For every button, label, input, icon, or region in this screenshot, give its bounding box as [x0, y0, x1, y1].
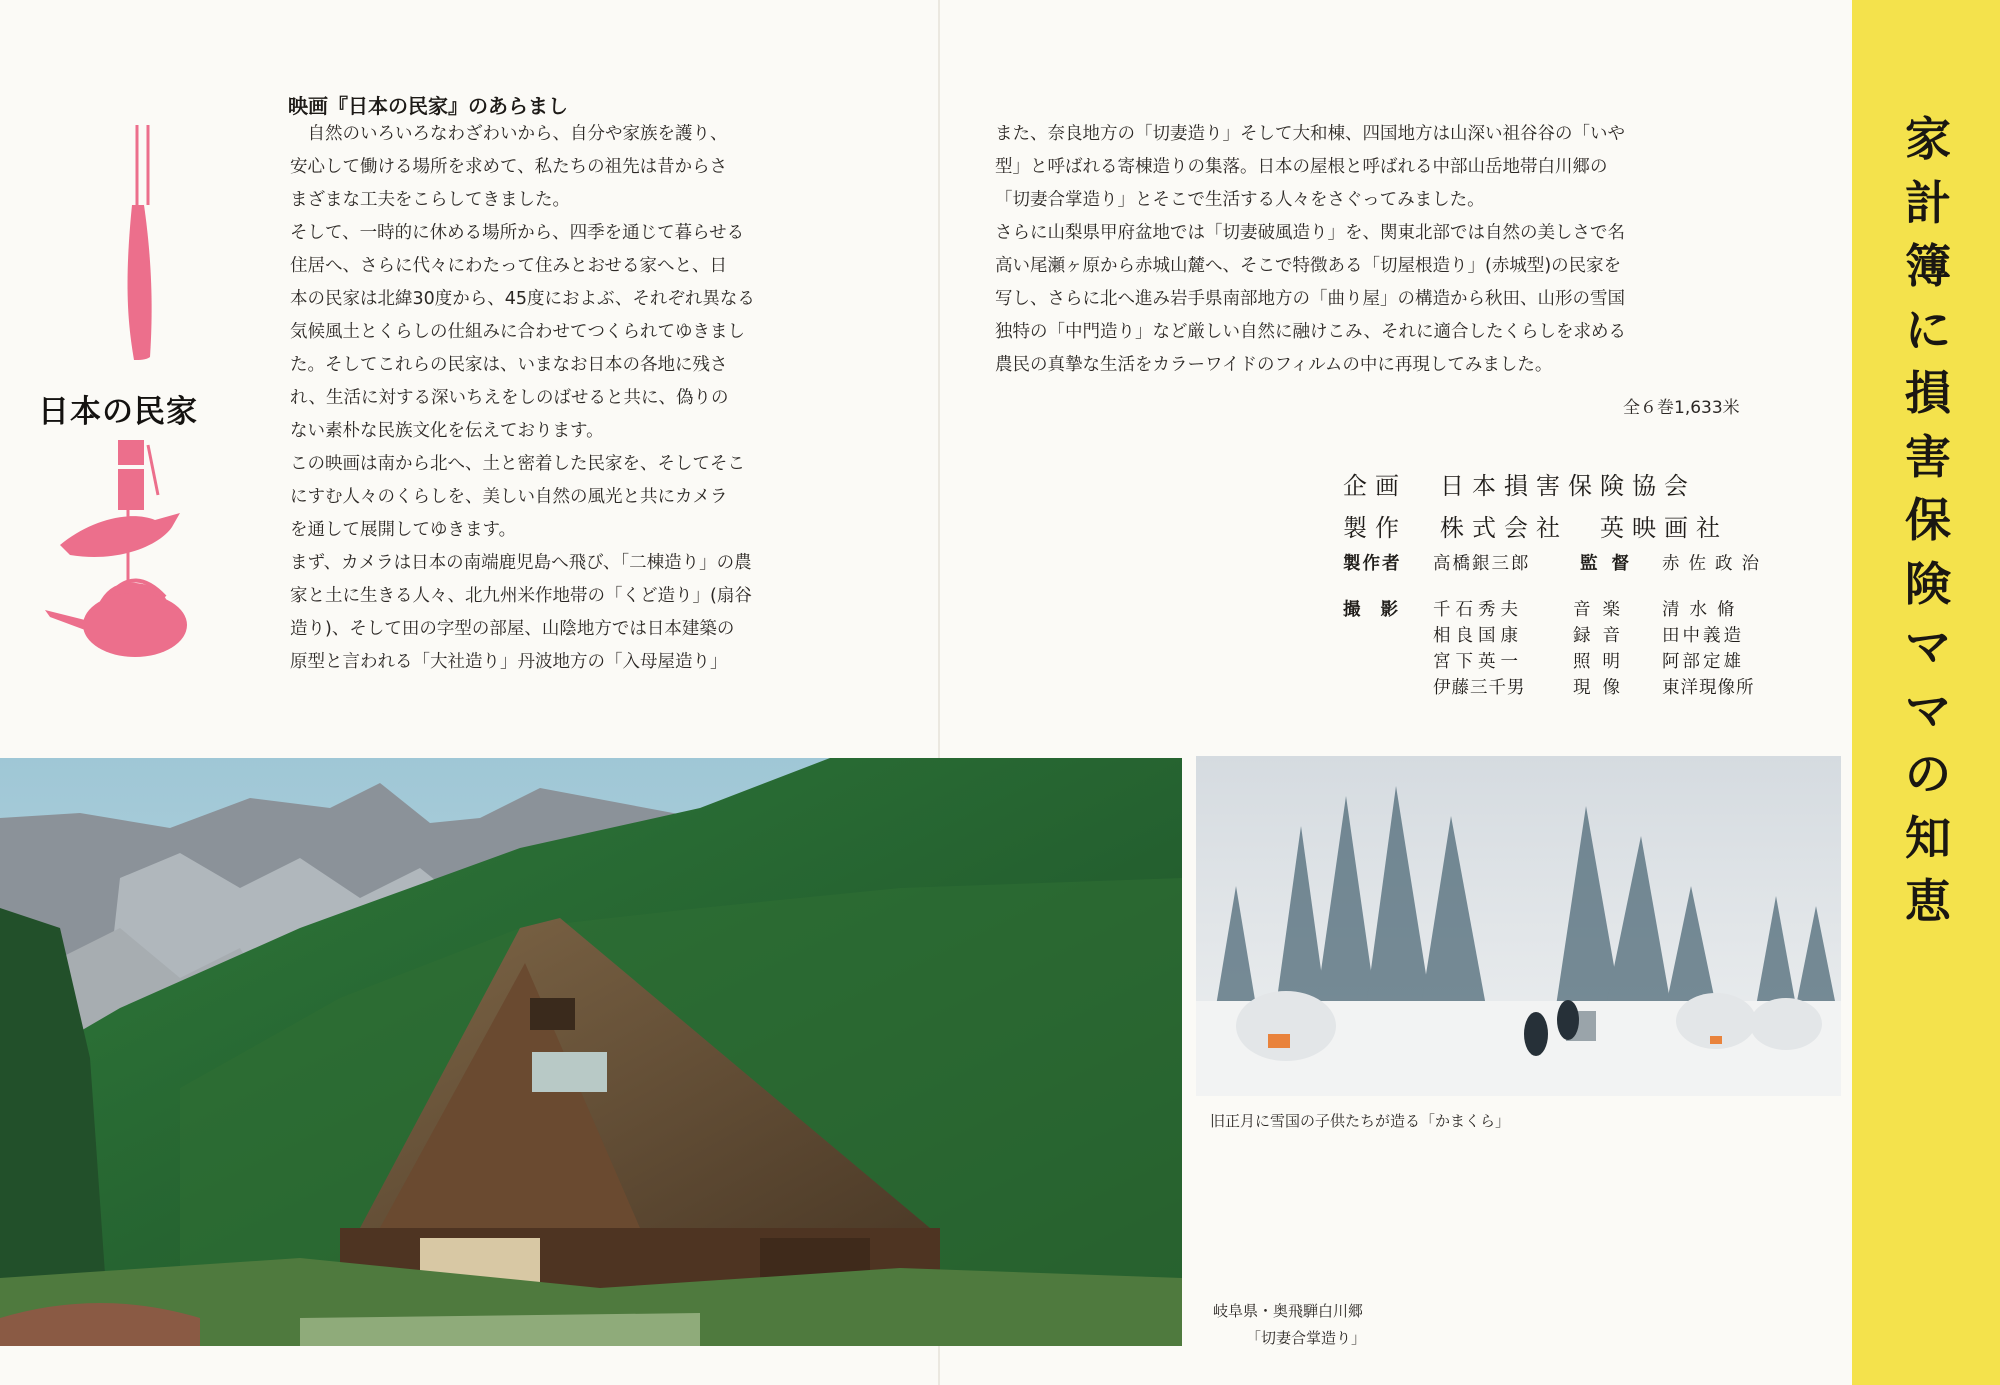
title-char: マ: [1905, 683, 1951, 738]
title-char: 家: [1905, 112, 1951, 166]
text-line: 自然のいろいろなわざわいから、自分や家族を護り、: [290, 124, 728, 144]
text-line: 気候風土とくらしの仕組みに合わせてつくられてゆきまし: [290, 322, 745, 342]
gassho-caption-line2: 「切妻合掌造り」: [1246, 1329, 1367, 1347]
producer-value: 高橋銀三郎: [1433, 554, 1531, 574]
text-line: 農民の真摯な生活をカラーワイドのフィルムの中に再現してみました。: [995, 355, 1553, 375]
credit-role: 照明: [1573, 652, 1632, 672]
kamakura-image: [1196, 756, 1841, 1096]
text-line: 本の民家は北緯30度から、45度におよぶ、それぞれ異なる: [290, 289, 755, 309]
text-line: 住居へ、さらに代々にわたって住みとおせる家へと、日: [290, 256, 727, 276]
planning-value: 日本損害保険協会: [1440, 472, 1696, 500]
text-line: た。そしてこれらの民家は、いまなお日本の各地に残さ: [290, 355, 728, 375]
title-char: の: [1905, 747, 1951, 801]
text-line: 原型と言われる「大社造り」丹波地方の「入母屋造り」: [290, 652, 728, 672]
title-char: 険: [1905, 556, 1951, 611]
text-line: さらに山梨県甲府盆地では「切妻破風造り」を、関東北部では自然の美しさで名: [995, 223, 1625, 243]
text-line: 型」と呼ばれる寄棟造りの集落。日本の屋根と呼ばれる中部山岳地帯白川郷の: [995, 157, 1608, 177]
title-char: 簿: [1905, 239, 1951, 293]
text-line: また、奈良地方の「切妻造り」そして大和棟、四国地方は山深い祖谷谷の「いや: [995, 124, 1625, 144]
text-line: そして、一時的に休める場所から、四季を通じて暮らせる: [290, 223, 745, 243]
kamakura-caption: 旧正月に雪国の子供たちが造る「かまくら」: [1210, 1112, 1511, 1130]
text-line: まず、カメラは日本の南端鹿児島へ飛び、「二棟造り」の農: [290, 553, 752, 573]
text-line: ない素朴な民族文化を伝えております。: [290, 421, 604, 441]
director-label: 監督: [1580, 554, 1643, 574]
credit-name: 伊藤三千男: [1433, 678, 1526, 698]
title-char: 知: [1905, 810, 1951, 865]
text-line: れ、生活に対する深いちえをしのばせると共に、偽りの: [290, 388, 729, 408]
film-length: 全６巻1,633米: [1623, 398, 1740, 418]
title-char: に: [1905, 302, 1951, 357]
text-line: 安心して働ける場所を求めて、私たちの祖先は昔からさ: [290, 157, 728, 177]
text-line: にすむ人々のくらしを、美しい自然の風光と共にカメラ: [290, 487, 728, 507]
article-left-column: [290, 118, 850, 679]
text-line: 造り)、そして田の字型の部屋、山陰地方では日本建築の: [290, 619, 735, 639]
title-char: 保: [1905, 493, 1951, 547]
credit-role: 音楽: [1573, 600, 1632, 620]
kamakura-photo: [1196, 756, 1841, 1096]
gassho-house-image: [0, 758, 1182, 1346]
production-label: 製作: [1343, 514, 1407, 542]
gassho-caption-line1: 岐阜県・奥飛騨白川郷: [1213, 1302, 1364, 1320]
title-char: 害: [1905, 429, 1951, 484]
credit-name: 清水脩: [1662, 600, 1745, 620]
article-heading: 映画『日本の民家』のあらまし: [288, 94, 568, 118]
article-right-column: [995, 118, 1775, 382]
text-line: 「切妻合掌造り」とそこで生活する人々をさぐってみました。: [995, 190, 1485, 210]
title-char: 恵: [1905, 874, 1951, 928]
text-line: 高い尾瀬ヶ原から赤城山麓へ、そこで特徴ある「切屋根造り」(赤城型)の民家を: [995, 256, 1622, 276]
title-char: マ: [1905, 620, 1951, 674]
text-line: この映画は南から北へ、土と密着した民家を、そしてそこ: [290, 454, 745, 474]
text-line: まざまな工夫をこらしてきました。: [290, 190, 570, 210]
title-char: 計: [1905, 175, 1951, 230]
text-line: 家と土に生きる人々、北九州米作地帯の「くど造り」(扇谷: [290, 586, 752, 606]
text-line: を通して展開してゆきます。: [290, 520, 517, 540]
gassho-house-photo: [0, 758, 1182, 1346]
title-char: 損: [1905, 366, 1951, 420]
credit-role: 現像: [1573, 678, 1632, 698]
production-value: 株式会社 英映画社: [1440, 514, 1728, 542]
side-title: 日本の民家: [38, 394, 198, 430]
text-line: 写し、さらに北へ進み岩手県南部地方の「曲り屋」の構造から秋田、山形の雪国: [995, 289, 1625, 309]
credit-name: 田中義造: [1662, 626, 1744, 646]
director-value: 赤佐政治: [1662, 554, 1768, 574]
credit-role: 録音: [1573, 626, 1632, 646]
credit-name: 千石秀夫: [1433, 600, 1523, 620]
planning-label: 企画: [1343, 472, 1407, 500]
credit-name: 阿部定雄: [1662, 652, 1744, 672]
producer-label: 製作者: [1343, 554, 1402, 574]
text-line: 独特の「中門造り」など厳しい自然に融けこみ、それに適合したくらしを求める: [995, 322, 1627, 342]
credit-name: 相良国康: [1433, 626, 1523, 646]
credit-name: 宮下英一: [1433, 652, 1523, 672]
photography-label: 撮影: [1343, 600, 1418, 620]
credit-name: 東洋現像所: [1662, 678, 1755, 698]
vertical-title: [1895, 108, 1961, 934]
